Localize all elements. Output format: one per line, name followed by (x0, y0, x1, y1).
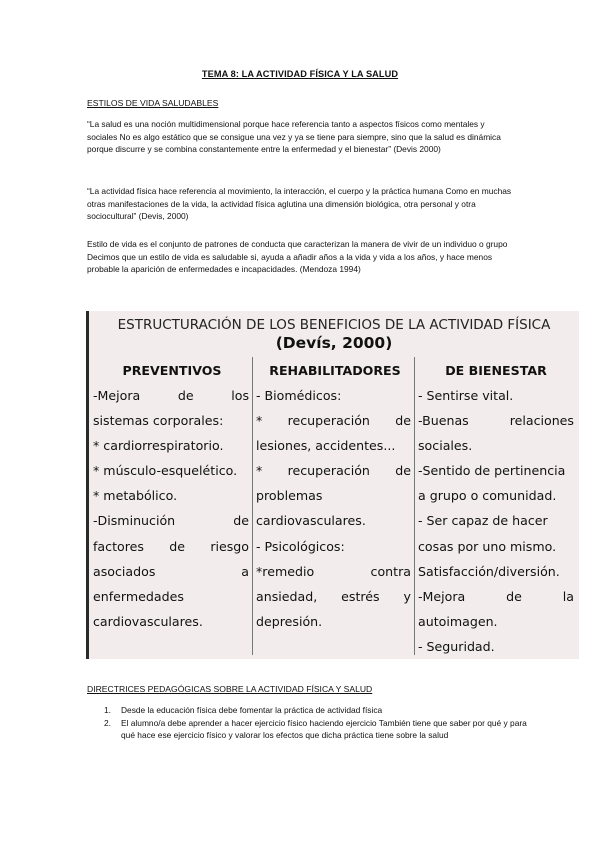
column-word: cardiovasculares. (93, 613, 203, 629)
column-rehabilitadores (256, 383, 411, 634)
list-item-number: 2. (104, 717, 111, 728)
column-word: de (233, 513, 249, 529)
column-line (418, 483, 574, 508)
list-item-number: 1. (104, 705, 111, 715)
column-word: -Buenas (418, 413, 469, 429)
column-word: enfermedades (93, 588, 184, 604)
column-word: * músculo-esquelético. (93, 463, 238, 479)
column-word: recuperación (287, 413, 370, 429)
column-line (93, 609, 249, 634)
column-word: - Seguridad. (418, 638, 495, 654)
column-header-rehabilitadores: REHABILITADORES (269, 363, 401, 378)
figure-title: ESTRUCTURACIÓN DE LOS BENEFICIOS DE LA ACTIVIDAD FÍSICA (117, 317, 551, 333)
column-line (93, 508, 249, 533)
column-word: cardiovasculares. (256, 513, 366, 529)
column-line (256, 534, 411, 559)
column-line (418, 634, 574, 659)
list-item-text: El alumno/a debe aprender a hacer ejercicio físico haciendo ejercicio También tiene que saber por qué y para qué hace ese ejercicio físico y valorar los efectos que dicha práctica tiene sobre la salud (121, 717, 527, 741)
column-line (418, 383, 574, 408)
column-word: * (256, 463, 263, 479)
benefits-figure (86, 311, 579, 659)
column-line (256, 408, 411, 433)
quote-estilo-de-vida: Estilo de vida es el conjunto de patrones de conducta que caracterizan la manera de vivir de un individuo o grupo Decimos que un estilo de vida es saludable si, ayuda a añadir años a la vida y vida a los años, y hace menos probable la aparición de enfermedades e incapacidades. (Mendoza 1994) (87, 239, 508, 275)
column-divider (414, 357, 415, 655)
column-word: -Mejora (93, 388, 141, 403)
section-heading-estilos: ESTILOS DE VIDA SALUDABLES (87, 98, 219, 108)
column-line (418, 559, 574, 584)
column-word: -Sentido de pertinencia (418, 463, 566, 479)
column-line (256, 609, 411, 634)
column-line (256, 584, 411, 609)
quote-salud: “La salud es una noción multidimensional porque hace referencia tanto a aspectos físicos como mentales y sociales No es algo estático que se consigue una vez y ya se tiene para siempre, sino que la salud es dinámica porque discurre y se combina constantemente entre la enfermedad y el bienestar” (Devis 2000) (87, 119, 501, 155)
column-word: -Disminución (93, 513, 176, 529)
column-line (93, 559, 249, 584)
column-line (418, 408, 574, 433)
figure-author: (Devís, 2000) (275, 334, 393, 352)
column-word: asociados (93, 563, 156, 579)
column-line (256, 383, 411, 408)
column-word: * (256, 413, 263, 429)
column-word: los (231, 388, 249, 403)
column-line (256, 458, 411, 483)
column-word: lesiones, accidentes... (256, 438, 396, 454)
column-word: sociales. (418, 438, 473, 454)
column-word: cosas por uno mismo. (418, 538, 557, 554)
column-bienestar (418, 383, 574, 659)
column-word: de (395, 463, 411, 479)
column-word: a grupo o comunidad. (418, 488, 557, 504)
column-word: contra (370, 563, 411, 579)
column-header-bienestar: DE BIENESTAR (445, 363, 547, 378)
column-word: de (169, 538, 185, 554)
column-line (93, 383, 249, 408)
column-word: estrés (341, 588, 380, 604)
list-item (104, 704, 534, 717)
column-line (418, 458, 574, 483)
column-line (256, 559, 411, 584)
column-line (418, 609, 574, 634)
column-divider (252, 357, 253, 655)
column-word: factores (93, 538, 144, 554)
column-header-preventivos: PREVENTIVOS (122, 363, 222, 378)
column-line (256, 433, 411, 458)
column-line (418, 534, 574, 559)
column-line (256, 483, 411, 508)
quote-actividad-fisica: “La actividad física hace referencia al movimiento, la interacción, el cuerpo y la práctica humana Como en muchas otras manifestaciones de la vida, la actividad física aglutina una dimensión biológica, otra personal y otra sociocultural” (Devis, 2000) (87, 186, 512, 222)
column-line (418, 433, 574, 458)
column-word: y (403, 588, 411, 604)
column-word: ansiedad, (256, 588, 318, 604)
column-word: sistemas corporales: (93, 413, 224, 429)
column-word: problemas (256, 488, 323, 504)
list-item (104, 717, 534, 742)
page-title: TEMA 8: LA ACTIVIDAD FÍSICA Y LA SALUD (201, 69, 399, 79)
column-line (93, 458, 249, 483)
column-word: depresión. (256, 613, 323, 629)
column-line (418, 508, 574, 533)
column-word: * metabólico. (93, 488, 178, 504)
column-line (93, 584, 249, 609)
column-line (256, 508, 411, 533)
column-word: *remedio (256, 563, 315, 579)
column-preventivos (93, 383, 249, 634)
column-word: - Ser capaz de hacer (418, 513, 548, 529)
column-line (93, 433, 249, 458)
column-word: de (177, 388, 194, 403)
column-word: relaciones (509, 413, 574, 429)
column-word: Satisfacción/diversión. (418, 563, 560, 579)
list-item-text: Desde la educación física debe fomentar la práctica de actividad física (121, 705, 383, 715)
section-heading-directrices: DIRECTRICES PEDAGÓGICAS SOBRE LA ACTIVIDAD FÍSICA Y SALUD (87, 684, 373, 694)
column-word: - Sentirse vital. (418, 388, 514, 403)
column-word: riesgo (210, 538, 249, 554)
column-word: -Mejora (418, 588, 466, 604)
column-word: - Biomédicos: (256, 388, 342, 403)
column-line (93, 483, 249, 508)
column-word: a (241, 563, 249, 579)
directrices-list (104, 704, 534, 742)
column-line (93, 408, 249, 433)
column-line (93, 534, 249, 559)
column-word: * cardiorrespiratorio. (93, 438, 224, 454)
column-word: - Psicológicos: (256, 538, 345, 554)
column-word: autoimagen. (418, 613, 498, 629)
column-line (418, 584, 574, 609)
column-word: la (562, 588, 574, 604)
column-word: de (506, 588, 522, 604)
column-word: recuperación (287, 463, 370, 479)
column-word: de (395, 413, 411, 429)
